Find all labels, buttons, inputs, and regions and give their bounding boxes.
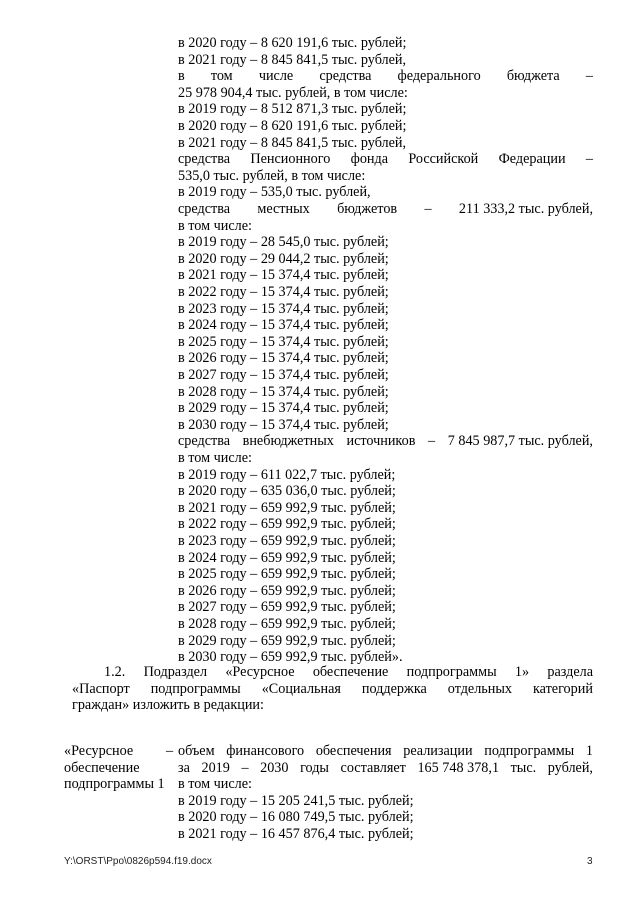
federal-budget-heading (178, 68, 593, 85)
word: «Социальная (261, 680, 341, 697)
word: 2019 (201, 759, 230, 776)
word: финансового (226, 743, 305, 759)
table-left-label: «Ресурсное (64, 743, 134, 759)
list-item: в 2019 году – 611 022,7 тыс. рублей; (178, 466, 396, 483)
list-item: в 2025 году – 15 374,4 тыс. рублей; (178, 333, 389, 350)
word: – (424, 201, 432, 217)
list-item: в 2025 году – 659 992,9 тыс. рублей; (178, 566, 396, 583)
extra-budget-heading (178, 433, 593, 450)
word: средства (178, 151, 231, 168)
word: 2030 (260, 759, 289, 776)
list-item: в 2028 году – 659 992,9 тыс. рублей; (178, 616, 396, 632)
table-left-label: подпрограммы 1 (64, 776, 165, 793)
extra-budget-subhead: в том числе: (178, 450, 252, 466)
list-item: в 2021 году – 8 845 841,5 тыс. рублей, (178, 51, 407, 68)
word: внебюджетных (242, 433, 334, 450)
word: «Ресурсное (225, 664, 295, 680)
word: средства (319, 68, 372, 85)
list-item: в 2022 году – 15 374,4 тыс. рублей; (178, 284, 389, 300)
word: – (585, 68, 593, 85)
word: фонда (350, 151, 389, 168)
local-budget-heading (178, 201, 593, 218)
word: Федерации (498, 151, 566, 168)
list-item: в 2024 году – 659 992,9 тыс. рублей; (178, 549, 396, 566)
word: категорий (532, 680, 593, 697)
word: поддержка (361, 680, 427, 697)
local-budget-subhead: в том числе: (178, 217, 252, 234)
word: составляет (340, 759, 406, 776)
list-item: в 2019 году – 8 512 871,3 тыс. рублей; (178, 101, 407, 118)
word: – (428, 433, 436, 450)
word: подпрограммы (484, 743, 575, 759)
word: – (585, 151, 593, 168)
word: источников (346, 433, 416, 450)
word: местных (257, 201, 310, 217)
paragraph-line: граждан» изложить в редакции: (72, 697, 264, 714)
table-left-label: обеспечение (64, 759, 140, 776)
list-item: в 2030 году – 15 374,4 тыс. рублей; (178, 416, 389, 433)
federal-budget-total: 25 978 904,4 тыс. рублей, в том числе: (178, 84, 408, 101)
list-item: в 2021 году – 16 457 876,4 тыс. рублей; (178, 826, 414, 842)
word: подпрограммы (150, 680, 241, 697)
list-item: в 2026 году – 659 992,9 тыс. рублей; (178, 582, 396, 599)
word: подпрограммы (406, 664, 497, 680)
word: в (178, 68, 185, 85)
list-item: в 2026 году – 15 374,4 тыс. рублей; (178, 350, 389, 367)
list-item: в 2029 году – 659 992,9 тыс. рублей; (178, 632, 396, 649)
word: 211 333,2 тыс. рублей, (458, 201, 593, 217)
word: том (210, 68, 233, 85)
word: числе (258, 68, 294, 85)
list-item: в 2027 году – 15 374,4 тыс. рублей; (178, 367, 389, 383)
word: за (178, 759, 190, 776)
list-item: в 2028 году – 15 374,4 тыс. рублей; (178, 383, 389, 400)
word: – (241, 759, 249, 776)
table-right-line (178, 743, 593, 760)
table-right-line (178, 760, 593, 777)
word: тыс. (510, 759, 537, 776)
word: Пенсионного (250, 151, 331, 168)
list-item: в 2020 году – 8 620 191,6 тыс. рублей; (178, 35, 407, 51)
word: объем (178, 743, 215, 759)
list-item: в 2019 году – 28 545,0 тыс. рублей; (178, 234, 389, 251)
list-item: в 2023 году – 15 374,4 тыс. рублей; (178, 300, 389, 317)
list-item: в 2024 году – 15 374,4 тыс. рублей; (178, 317, 389, 334)
word: бюджета (506, 68, 560, 85)
word: Подраздел (143, 664, 208, 680)
list-item: в 2019 году – 15 205 241,5 тыс. рублей; (178, 792, 414, 809)
list-item: в 2021 году – 15 374,4 тыс. рублей; (178, 267, 389, 284)
word: Российской (408, 151, 479, 168)
list-item: в 2019 году – 535,0 тыс. рублей, (178, 184, 371, 201)
list-item: в 2021 году – 8 845 841,5 тыс. рублей, (178, 134, 407, 151)
word: рублей, (547, 759, 593, 776)
word: бюджетов (337, 201, 398, 217)
word: обеспечения (315, 743, 392, 759)
list-item: в 2029 году – 15 374,4 тыс. рублей; (178, 400, 389, 417)
footer-file-path: Y:\ORST\Ppo\0826p594.f19.docx (64, 856, 212, 867)
word: федерального (397, 68, 481, 85)
list-item: в 2022 году – 659 992,9 тыс. рублей; (178, 516, 396, 533)
word: 7 845 987,7 тыс. рублей, (447, 433, 593, 450)
pension-fund-heading (178, 151, 593, 168)
table-dash: – (166, 743, 174, 759)
list-item: в 2023 году – 659 992,9 тыс. рублей; (178, 533, 396, 549)
paragraph-line (72, 681, 593, 698)
pension-fund-total: 535,0 тыс. рублей, в том числе: (178, 167, 366, 184)
word: 1 (585, 743, 593, 759)
list-item: в 2020 году – 635 036,0 тыс. рублей; (178, 483, 396, 500)
word: 1.2. (104, 664, 126, 680)
word: 1» (514, 664, 530, 680)
list-item: в 2030 году – 659 992,9 тыс. рублей». (178, 649, 403, 666)
word: раздела (547, 664, 593, 680)
paragraph-line (104, 664, 593, 681)
word: реализации (403, 743, 473, 759)
list-item: в 2020 году – 8 620 191,6 тыс. рублей; (178, 118, 407, 134)
table-right-line: в том числе: (178, 776, 252, 793)
word: отдельных (447, 680, 512, 697)
word: средства (178, 201, 231, 217)
list-item: в 2020 году – 29 044,2 тыс. рублей; (178, 250, 389, 267)
word: средства (178, 433, 231, 450)
list-item: в 2027 году – 659 992,9 тыс. рублей; (178, 599, 396, 616)
footer-page-number: 3 (587, 856, 593, 867)
word: 165 748 378,1 (417, 759, 500, 776)
word: годы (300, 759, 329, 776)
word: обеспечение (312, 664, 389, 680)
list-item: в 2020 году – 16 080 749,5 тыс. рублей; (178, 809, 414, 826)
word: «Паспорт (72, 680, 130, 697)
list-item: в 2021 году – 659 992,9 тыс. рублей; (178, 499, 396, 516)
